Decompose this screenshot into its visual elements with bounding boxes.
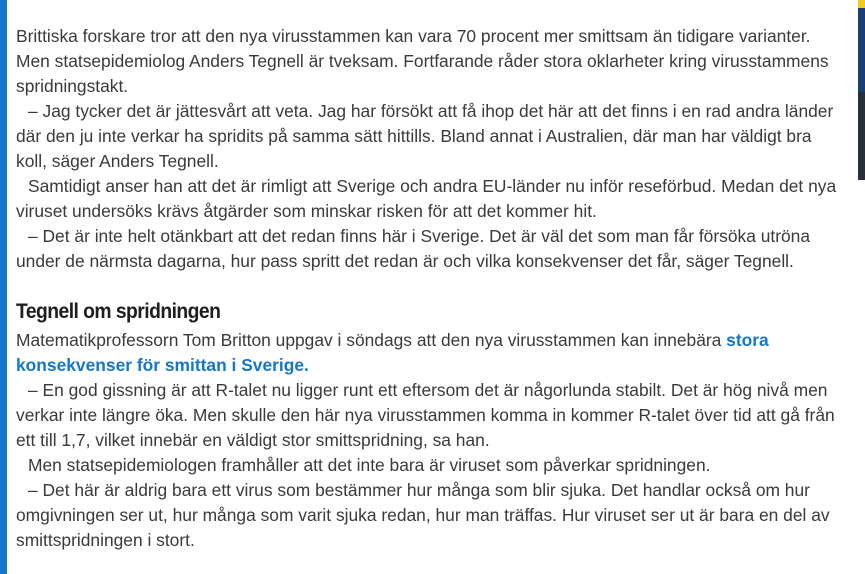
section-heading: Tegnell om spridningen (16, 300, 221, 323)
article-quote-paragraph: – Det här är aldrig bara ett virus som bestämmer hur många som blir sjuka. Det handlar också om hur omgivningen ser ut, hur många som varit sjuka redan, hur man träffas. Hur viruset ser ut är bara en del av smittspridningen i stort. (16, 480, 830, 550)
article-body (16, 24, 842, 553)
paragraph-text: Matematikprofessorn Tom Britton uppgav i söndags att den nya virusstammen kan innebära (16, 330, 727, 350)
article-quote-paragraph: – Jag tycker det är jättesvårt att veta. Jag har försökt att få ihop det här att det finns i en rad andra länder där den ju inte verkar ha spridits på samma sätt hittills. Bland annat i Australien, där man har väldigt bra koll, säger Anders Tegnell. (16, 101, 834, 171)
left-accent-bar (0, 0, 7, 574)
article-paragraph: Brittiska forskare tror att den nya virusstammen kan vara 70 procent mer smittsam än tidigare varianter. Men statsepidemiolog Anders Tegnell är tveksam. Fortfarande råder stora oklarheter kring virusstammens spridningstakt. (16, 26, 829, 96)
right-edge-image (858, 0, 865, 180)
article-paragraph: Samtidigt anser han att det är rimligt att Sverige och andra EU-länder nu inför reseförbud. Medan det nya viruset undersöks krävs åtgärder som minskar risken för att det kommer hit. (16, 176, 837, 221)
article-paragraph-with-link (16, 328, 842, 378)
article-link[interactable]: stora konsekvenser för smittan i Sverige. (16, 330, 769, 375)
article-quote-paragraph: – Det är inte helt otänkbart att det redan finns här i Sverige. Det är väl det som man får försöka utröna under de närmsta dagarna, hur pass spritt det redan är och vilka konsekvenser det får, säger Tegnell. (16, 226, 811, 271)
article-quote-paragraph: – En god gissning är att R-talet nu ligger runt ett eftersom det är någorlunda stabilt. Det är hög nivå men verkar inte längre öka. Men skulle den här nya virusstammen komma in kommer R-talet över tid att gå från ett till 1,7, vilket innebär en väldigt stor smittspridning, sa han. (16, 380, 835, 450)
article-paragraph: Men statsepidemiologen framhåller att det inte bara är viruset som påverkar spridningen. (28, 455, 711, 475)
